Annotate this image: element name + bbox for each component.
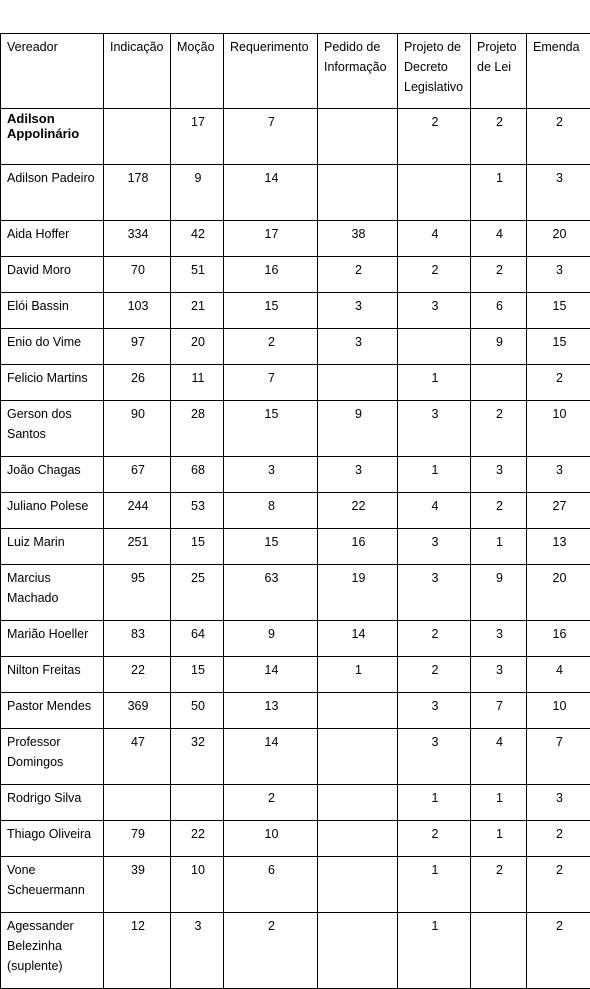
cell-value: 16 [527, 621, 590, 657]
cell-value: 17 [224, 221, 318, 257]
cell-value [318, 913, 398, 989]
cell-value: 251 [104, 529, 171, 565]
cell-value: 369 [104, 693, 171, 729]
table-row [1, 221, 590, 257]
cell-vereador: Marião Hoeller [1, 621, 104, 657]
cell-value: 27 [527, 493, 590, 529]
cell-value: 14 [224, 165, 318, 221]
cell-value: 4 [471, 221, 527, 257]
cell-value: 15 [224, 401, 318, 457]
cell-value: 2 [398, 821, 471, 857]
cell-value: 11 [171, 365, 224, 401]
cell-value: 1 [471, 529, 527, 565]
cell-value: 10 [224, 821, 318, 857]
cell-value: 2 [224, 785, 318, 821]
cell-value: 15 [527, 293, 590, 329]
cell-value: 2 [318, 257, 398, 293]
cell-value: 2 [527, 857, 590, 913]
table-row [1, 165, 590, 221]
cell-value: 1 [398, 365, 471, 401]
cell-value: 2 [527, 821, 590, 857]
cell-value: 15 [527, 329, 590, 365]
cell-value: 90 [104, 401, 171, 457]
cell-value: 3 [318, 293, 398, 329]
table-container [0, 33, 590, 989]
cell-vereador: João Chagas [1, 457, 104, 493]
cell-value: 2 [527, 109, 590, 165]
cell-value: 1 [471, 165, 527, 221]
cell-value: 2 [398, 257, 471, 293]
cell-value: 9 [471, 565, 527, 621]
cell-vereador: Adilson Padeiro [1, 165, 104, 221]
cell-value [398, 165, 471, 221]
cell-value [471, 913, 527, 989]
cell-value: 21 [171, 293, 224, 329]
cell-value: 2 [471, 401, 527, 457]
cell-value: 2 [527, 913, 590, 989]
cell-value: 1 [398, 913, 471, 989]
cell-value: 3 [318, 329, 398, 365]
cell-value: 8 [224, 493, 318, 529]
cell-value: 4 [471, 729, 527, 785]
cell-value: 3 [527, 257, 590, 293]
cell-value [318, 785, 398, 821]
cell-value: 70 [104, 257, 171, 293]
cell-value: 103 [104, 293, 171, 329]
cell-value: 16 [224, 257, 318, 293]
cell-value: 53 [171, 493, 224, 529]
table-row [1, 493, 590, 529]
cell-value: 3 [171, 913, 224, 989]
cell-value: 95 [104, 565, 171, 621]
cell-value [398, 329, 471, 365]
cell-value [104, 109, 171, 165]
col-header-indicacao: Indicação [104, 34, 171, 109]
cell-value [318, 857, 398, 913]
table-row [1, 529, 590, 565]
cell-value: 2 [398, 657, 471, 693]
cell-value: 3 [398, 529, 471, 565]
cell-value: 32 [171, 729, 224, 785]
cell-value: 3 [527, 785, 590, 821]
cell-value: 3 [398, 729, 471, 785]
cell-vereador: Gerson dos Santos [1, 401, 104, 457]
cell-value [318, 693, 398, 729]
header-row [1, 34, 590, 109]
cell-value: 14 [318, 621, 398, 657]
col-header-vereador: Vereador [1, 34, 104, 109]
cell-value: 15 [171, 657, 224, 693]
cell-vereador: Juliano Polese [1, 493, 104, 529]
cell-vereador: Agessander Belezinha (suplente) [1, 913, 104, 989]
cell-value: 9 [471, 329, 527, 365]
cell-vereador: Vone Scheuermann [1, 857, 104, 913]
cell-value: 64 [171, 621, 224, 657]
table-row [1, 821, 590, 857]
cell-value: 20 [527, 221, 590, 257]
cell-value: 1 [471, 821, 527, 857]
cell-value: 10 [171, 857, 224, 913]
cell-value: 67 [104, 457, 171, 493]
cell-value: 6 [471, 293, 527, 329]
cell-value: 63 [224, 565, 318, 621]
table-row [1, 857, 590, 913]
cell-value: 3 [471, 457, 527, 493]
cell-value: 25 [171, 565, 224, 621]
col-header-projeto-decreto: Projeto de Decreto Legislativo [398, 34, 471, 109]
cell-value: 13 [527, 529, 590, 565]
cell-vereador: Aida Hoffer [1, 221, 104, 257]
table-row [1, 109, 590, 165]
cell-value: 2 [398, 109, 471, 165]
cell-value: 79 [104, 821, 171, 857]
cell-value [318, 365, 398, 401]
cell-value: 3 [398, 401, 471, 457]
cell-value: 2 [471, 109, 527, 165]
cell-value: 1 [398, 785, 471, 821]
cell-value: 2 [398, 621, 471, 657]
cell-vereador: Luiz Marin [1, 529, 104, 565]
cell-value: 3 [398, 693, 471, 729]
cell-value: 42 [171, 221, 224, 257]
cell-value: 10 [527, 401, 590, 457]
cell-value: 2 [471, 857, 527, 913]
cell-value: 6 [224, 857, 318, 913]
cell-value [104, 785, 171, 821]
cell-value [171, 785, 224, 821]
cell-value: 3 [224, 457, 318, 493]
cell-vereador: Adilson Appolinário [1, 109, 104, 165]
cell-vereador: David Moro [1, 257, 104, 293]
cell-value: 2 [471, 493, 527, 529]
cell-value: 19 [318, 565, 398, 621]
cell-value: 9 [318, 401, 398, 457]
table-row [1, 257, 590, 293]
cell-vereador: Elói Bassin [1, 293, 104, 329]
cell-vereador: Thiago Oliveira [1, 821, 104, 857]
cell-value: 3 [471, 621, 527, 657]
cell-value: 22 [318, 493, 398, 529]
cell-value: 22 [104, 657, 171, 693]
cell-value: 3 [398, 293, 471, 329]
cell-value: 1 [318, 657, 398, 693]
col-header-emenda: Emenda [527, 34, 590, 109]
cell-value: 39 [104, 857, 171, 913]
cell-value: 4 [527, 657, 590, 693]
cell-value: 2 [471, 257, 527, 293]
cell-value: 2 [224, 913, 318, 989]
cell-vereador: Nilton Freitas [1, 657, 104, 693]
table-row [1, 785, 590, 821]
table-body [1, 109, 590, 989]
cell-value: 3 [471, 657, 527, 693]
table-row [1, 457, 590, 493]
cell-value: 244 [104, 493, 171, 529]
col-header-projeto-lei: Projeto de Lei [471, 34, 527, 109]
cell-value: 4 [398, 221, 471, 257]
cell-vereador: Enio do Vime [1, 329, 104, 365]
cell-value: 2 [224, 329, 318, 365]
cell-value: 7 [224, 109, 318, 165]
cell-value: 97 [104, 329, 171, 365]
cell-vereador: Professor Domingos [1, 729, 104, 785]
table-row [1, 729, 590, 785]
cell-value: 38 [318, 221, 398, 257]
cell-value: 3 [527, 165, 590, 221]
cell-value: 1 [471, 785, 527, 821]
table-row [1, 401, 590, 457]
cell-value: 10 [527, 693, 590, 729]
cell-value: 9 [171, 165, 224, 221]
cell-value: 47 [104, 729, 171, 785]
cell-value: 15 [171, 529, 224, 565]
cell-value: 3 [318, 457, 398, 493]
cell-value: 50 [171, 693, 224, 729]
cell-value: 14 [224, 657, 318, 693]
cell-value [471, 365, 527, 401]
cell-value: 7 [224, 365, 318, 401]
cell-value: 22 [171, 821, 224, 857]
cell-value: 14 [224, 729, 318, 785]
cell-value: 20 [171, 329, 224, 365]
cell-value: 178 [104, 165, 171, 221]
cell-value: 7 [471, 693, 527, 729]
col-header-mocao: Moção [171, 34, 224, 109]
table-row [1, 365, 590, 401]
cell-value [318, 821, 398, 857]
col-header-pedido-informacao: Pedido de Informação [318, 34, 398, 109]
table-row [1, 293, 590, 329]
cell-value: 1 [398, 457, 471, 493]
cell-value: 12 [104, 913, 171, 989]
cell-value: 20 [527, 565, 590, 621]
cell-value: 28 [171, 401, 224, 457]
cell-value: 3 [527, 457, 590, 493]
cell-value: 83 [104, 621, 171, 657]
cell-value: 68 [171, 457, 224, 493]
cell-vereador: Rodrigo Silva [1, 785, 104, 821]
table-row [1, 913, 590, 989]
cell-vereador: Marcius Machado [1, 565, 104, 621]
cell-value: 334 [104, 221, 171, 257]
table-row [1, 657, 590, 693]
cell-vereador: Felicio Martins [1, 365, 104, 401]
table-row [1, 621, 590, 657]
table-row [1, 565, 590, 621]
cell-value: 7 [527, 729, 590, 785]
cell-value [318, 109, 398, 165]
cell-value: 1 [398, 857, 471, 913]
council-activity-table [0, 33, 590, 989]
cell-value: 9 [224, 621, 318, 657]
cell-value: 2 [527, 365, 590, 401]
cell-value: 15 [224, 293, 318, 329]
cell-value: 3 [398, 565, 471, 621]
cell-value: 51 [171, 257, 224, 293]
cell-value: 16 [318, 529, 398, 565]
cell-value: 15 [224, 529, 318, 565]
cell-value: 26 [104, 365, 171, 401]
cell-value: 13 [224, 693, 318, 729]
table-row [1, 693, 590, 729]
table-row [1, 329, 590, 365]
cell-value: 17 [171, 109, 224, 165]
col-header-requerimento: Requerimento [224, 34, 318, 109]
cell-value: 4 [398, 493, 471, 529]
cell-value [318, 729, 398, 785]
cell-vereador: Pastor Mendes [1, 693, 104, 729]
cell-value [318, 165, 398, 221]
